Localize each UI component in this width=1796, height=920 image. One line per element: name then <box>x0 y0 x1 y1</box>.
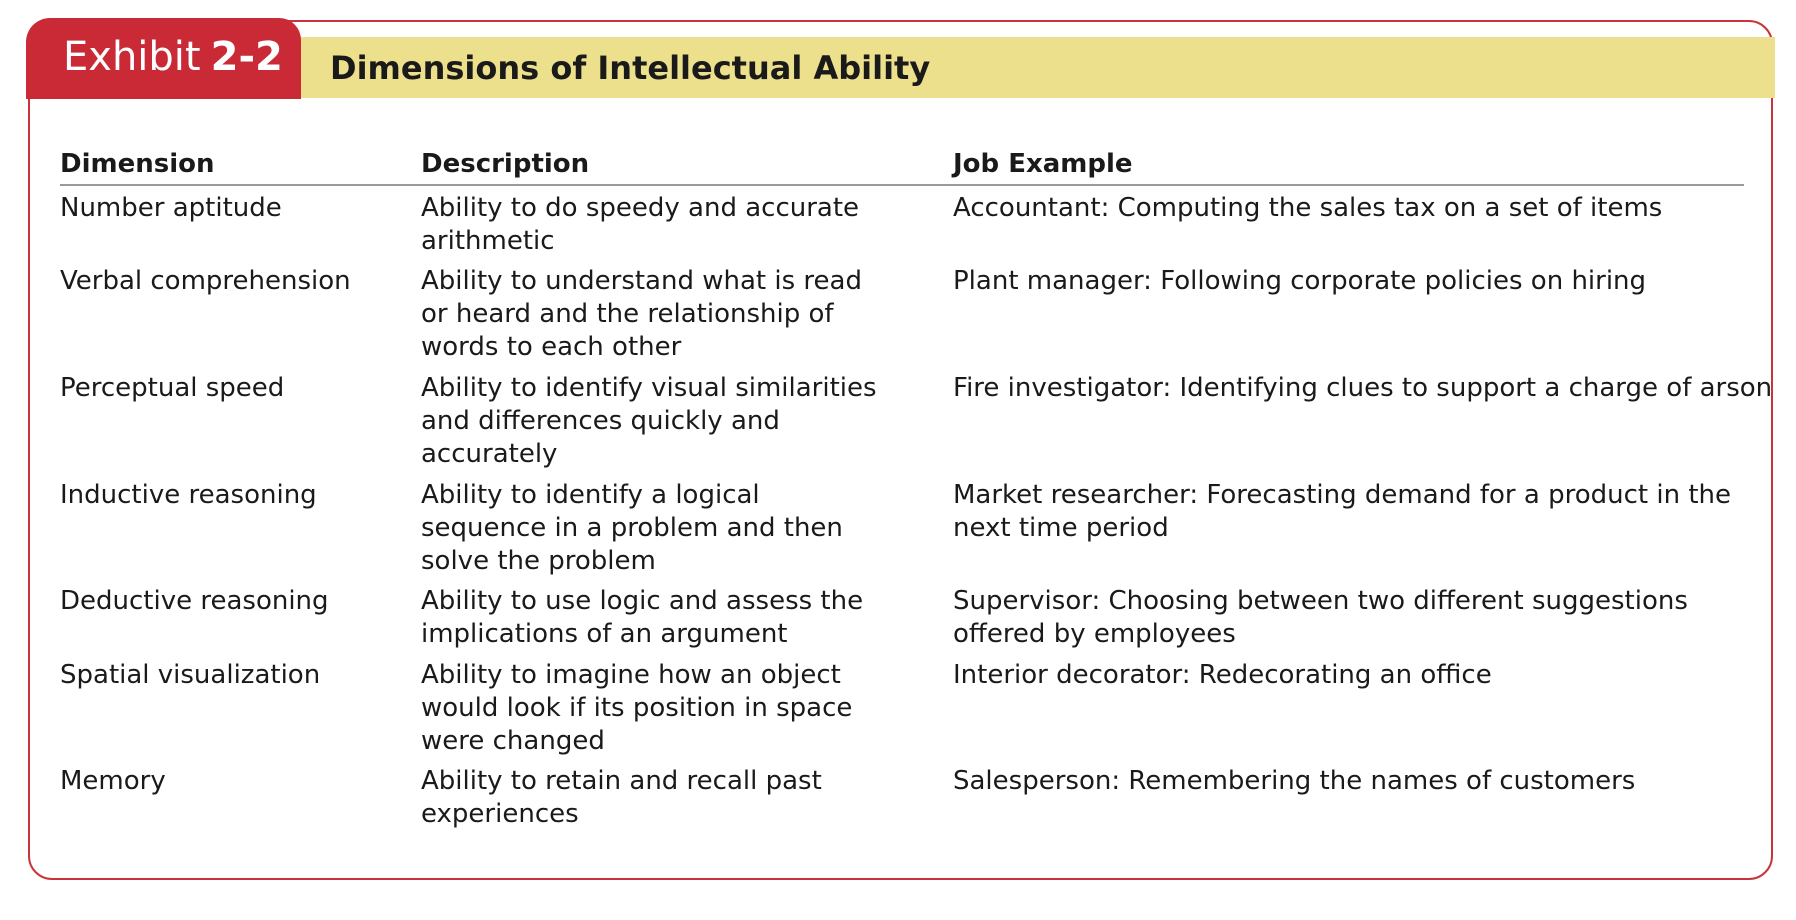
job-example-cell: Interior decorator: Redecorating an office <box>953 660 1492 690</box>
job-example-cell: Accountant: Computing the sales tax on a set of items <box>953 193 1663 223</box>
header-rule <box>60 184 1744 186</box>
description-cell: Ability to understand what is read or heard and the relationship of words to each other <box>421 266 862 362</box>
exhibit-title: Dimensions of Intellectual Ability <box>330 49 931 87</box>
column-header-job-example: Job Example <box>953 149 1133 179</box>
exhibit-box <box>28 20 1773 880</box>
exhibit-number: 2-2 <box>210 34 283 80</box>
description-cell: Ability to imagine how an object would look if its position in space were changed <box>421 660 853 756</box>
description-cell: Ability to use logic and assess the implications of an argument <box>421 586 864 649</box>
exhibit-tab <box>26 18 301 99</box>
job-example-cell: Supervisor: Choosing between two different suggestions offered by employees <box>953 586 1688 649</box>
description-cell: Ability to identify visual similarities and differences quickly and accurately <box>421 373 877 469</box>
description-cell: Ability to retain and recall past experiences <box>421 766 822 829</box>
job-example-cell: Plant manager: Following corporate policies on hiring <box>953 266 1647 296</box>
dimension-cell: Number aptitude <box>60 193 282 223</box>
dimension-cell: Memory <box>60 766 166 796</box>
dimension-cell: Spatial visualization <box>60 660 321 690</box>
exhibit-frame <box>28 20 1773 880</box>
dimension-cell: Perceptual speed <box>60 373 285 403</box>
exhibit-word: Exhibit <box>63 34 201 80</box>
column-header-dimension: Dimension <box>60 149 215 179</box>
description-cell: Ability to identify a logical sequence in a problem and then solve the problem <box>421 480 843 576</box>
job-example-cell: Salesperson: Remembering the names of customers <box>953 766 1636 796</box>
description-cell: Ability to do speedy and accurate arithmetic <box>421 193 860 256</box>
exhibit-label <box>63 34 283 80</box>
dimension-cell: Deductive reasoning <box>60 586 329 616</box>
dimension-cell: Verbal comprehension <box>60 266 351 296</box>
dimension-cell: Inductive reasoning <box>60 480 317 510</box>
job-example-cell: Fire investigator: Identifying clues to support a charge of arson <box>953 373 1773 403</box>
column-header-description: Description <box>421 149 590 179</box>
job-example-cell: Market researcher: Forecasting demand for a product in the next time period <box>953 480 1731 543</box>
